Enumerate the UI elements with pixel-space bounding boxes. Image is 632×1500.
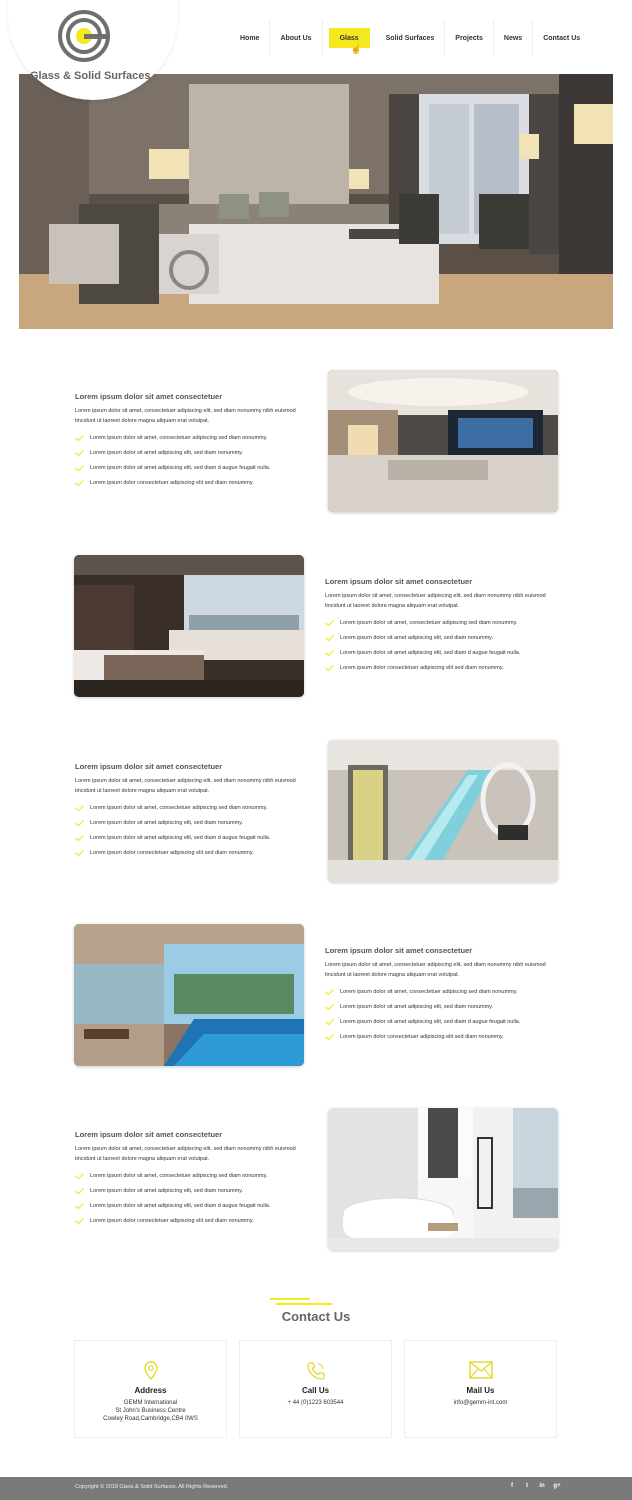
- feature-bullet-text: Lorem ipsum dolor sit amet adipiscing elit, sed diam nonummy.: [90, 819, 244, 826]
- feature-bullet: [325, 1029, 565, 1044]
- contact-card-title: Address: [134, 1386, 167, 1395]
- nav-projects[interactable]: Projects: [445, 20, 494, 56]
- feature-bullet-text: Lorem ipsum dolor sit amet adipiscing elit, sed diam nonummy.: [340, 1003, 494, 1010]
- nav-solid-surfaces[interactable]: Solid Surfaces: [376, 20, 446, 56]
- feature-bullet: [75, 445, 315, 460]
- feature-title: Lorem ipsum dolor sit amet consectetuer: [75, 392, 223, 401]
- feature-bullet: [75, 845, 315, 860]
- contact-accent-line: [270, 1298, 310, 1300]
- check-icon: [325, 1004, 334, 1010]
- check-icon: [75, 1218, 84, 1224]
- address-line: GEMM International: [123, 1400, 178, 1406]
- feature-bullet-text: Lorem ipsum dolor sit amet adipiscing elit, sed diam nonummy.: [340, 634, 494, 641]
- feature-section-5: [74, 1108, 558, 1250]
- feature-bullet: [325, 615, 565, 630]
- feature-bullet-text: Lorem ipsum dolor consectetuer adipiscing elit sed diam nonummy.: [340, 664, 504, 671]
- feature-bullet: [325, 999, 565, 1014]
- feature-bullet: [75, 800, 315, 815]
- feature-bullet: [75, 1168, 315, 1183]
- logo-mark-icon: [58, 10, 110, 62]
- feature-bullet-text: Lorem ipsum dolor consectetuer adipiscing elit sed diam nonummy.: [340, 1033, 504, 1040]
- feature-bullet: [75, 830, 315, 845]
- feature-bullet-text: Lorem ipsum dolor sit amet adipiscing elit, sed diam d augue feugait nulla.: [90, 1202, 271, 1209]
- feature-bullet-text: Lorem ipsum dolor sit amet adipiscing elit, sed diam d augue feugait nulla.: [340, 649, 521, 656]
- feature-paragraph: Lorem ipsum dolor sit amet, consectetuer adipiscing elit, sed diam nonummy nibh euismod tincidunt ut laoreet dolore magna aliquam erat volutpat.: [325, 593, 546, 609]
- feature-text: [75, 762, 315, 860]
- contact-card-mail: [404, 1340, 557, 1438]
- feature-bullet: [325, 660, 565, 675]
- check-icon: [75, 805, 84, 811]
- feature-bullet: [75, 430, 315, 445]
- address-lines: [75, 1399, 226, 1423]
- feature-section-3: [74, 740, 558, 882]
- location-pin-icon: [75, 1361, 226, 1381]
- contact-title: Contact Us: [281, 1309, 351, 1324]
- nav-contact-us[interactable]: Contact Us: [543, 34, 581, 42]
- envelope-icon: [405, 1361, 556, 1381]
- feature-paragraph: Lorem ipsum dolor sit amet, consectetuer adipiscing elit, sed diam nonummy nibh euismod tincidunt ut laoreet dolore magna aliquam erat volutpat.: [75, 1146, 296, 1162]
- contact-card-call: [239, 1340, 392, 1438]
- linkedin-icon[interactable]: in: [539, 1483, 545, 1489]
- feature-paragraph: Lorem ipsum dolor sit amet, consectetuer adipiscing elit, sed diam nonummy nibh euismod tincidunt ut laoreet dolore magna aliquam erat volutpat.: [325, 962, 546, 978]
- feature-bullet-text: Lorem ipsum dolor sit amet, consectetuer adipiscing sed diam nonummy.: [90, 804, 268, 811]
- phone-number[interactable]: + 44 (0)1223 603544: [287, 1400, 344, 1406]
- contact-accent-line: [276, 1303, 332, 1305]
- check-icon: [325, 620, 334, 626]
- feature-bullet: [325, 984, 565, 999]
- brand-name: Glass & Solid Surfaces: [30, 70, 151, 82]
- feature-bullet-text: Lorem ipsum dolor sit amet, consectetuer adipiscing sed diam nonummy.: [340, 619, 518, 626]
- google-plus-icon[interactable]: g+: [553, 1483, 561, 1489]
- contact-card-title: Call Us: [301, 1386, 330, 1395]
- feature-bullet-text: Lorem ipsum dolor sit amet, consectetuer adipiscing sed diam nonummy.: [90, 434, 268, 441]
- feature-bullet-text: Lorem ipsum dolor sit amet, consectetuer adipiscing sed diam nonummy.: [340, 988, 518, 995]
- feature-title: Lorem ipsum dolor sit amet consectetuer: [325, 577, 473, 586]
- feature-bullet: [325, 1014, 565, 1029]
- feature-bullet-text: Lorem ipsum dolor consectetuer adipiscing elit sed diam nonummy.: [90, 1217, 254, 1224]
- feature-section-4: [74, 924, 558, 1066]
- site-header: [0, 0, 632, 82]
- feature-bullet: [325, 645, 565, 660]
- feature-text: [325, 946, 565, 1044]
- check-icon: [75, 1203, 84, 1209]
- check-icon: [325, 1019, 334, 1025]
- glass-staircase-image: [328, 740, 558, 882]
- mail-lines: [405, 1399, 556, 1407]
- feature-bullet: [325, 630, 565, 645]
- lobby-image: [328, 370, 558, 512]
- feature-bullet: [75, 1198, 315, 1213]
- contact-card-address: [74, 1340, 227, 1438]
- feature-bullet: [75, 1213, 315, 1228]
- feature-bullet-text: Lorem ipsum dolor sit amet adipiscing elit, sed diam d augue feugait nulla.: [340, 1018, 521, 1025]
- nav-glass[interactable]: [329, 28, 370, 54]
- check-icon: [75, 835, 84, 841]
- main-nav: [230, 20, 590, 56]
- check-icon: [75, 820, 84, 826]
- address-line: St John's Business Centre: [115, 1408, 186, 1414]
- feature-paragraph: Lorem ipsum dolor sit amet, consectetuer adipiscing elit, sed diam nonummy nibh euismod tincidunt ut laoreet dolore magna aliquam erat volutpat.: [75, 408, 296, 424]
- site-footer: [0, 1477, 632, 1500]
- facebook-icon[interactable]: f: [511, 1483, 513, 1489]
- bedroom-view-image: [74, 555, 304, 697]
- feature-title: Lorem ipsum dolor sit amet consectetuer: [75, 1130, 223, 1139]
- bathroom-image: [328, 1108, 558, 1250]
- nav-glass-label: Glass: [339, 34, 359, 42]
- check-icon: [325, 665, 334, 671]
- feature-paragraph: Lorem ipsum dolor sit amet, consectetuer adipiscing elit, sed diam nonummy nibh euismod tincidunt ut laoreet dolore magna aliquam erat volutpat.: [75, 778, 296, 794]
- address-line: Cowley Road,Cambridge,CB4 0WS: [103, 1416, 198, 1422]
- feature-bullet-text: Lorem ipsum dolor consectetuer adipiscing elit sed diam nonummy.: [90, 479, 254, 486]
- nav-home[interactable]: Home: [230, 20, 270, 56]
- phone-icon: [240, 1361, 391, 1381]
- pool-image: [74, 924, 304, 1066]
- feature-text: [75, 392, 315, 490]
- check-icon: [325, 650, 334, 656]
- feature-bullet-text: Lorem ipsum dolor sit amet adipiscing elit, sed diam nonummy.: [90, 449, 244, 456]
- check-icon: [75, 1188, 84, 1194]
- copyright-text: Copyright © 2018 Glass & Solid Surfaces. All Rights Reserved.: [75, 1484, 229, 1490]
- email-address[interactable]: info@gemm-int.com: [453, 1400, 508, 1406]
- feature-bullet-text: Lorem ipsum dolor consectetuer adipiscing elit sed diam nonummy.: [90, 849, 254, 856]
- contact-card-title: Mail Us: [466, 1386, 495, 1395]
- feature-bullet: [75, 460, 315, 475]
- feature-bullet-text: Lorem ipsum dolor sit amet adipiscing elit, sed diam nonummy.: [90, 1187, 244, 1194]
- check-icon: [75, 435, 84, 441]
- feature-bullet-text: Lorem ipsum dolor sit amet, consectetuer adipiscing sed diam nonummy.: [90, 1172, 268, 1179]
- nav-about-us[interactable]: About Us: [270, 20, 322, 56]
- feature-text: [325, 577, 565, 675]
- feature-bullet: [75, 1183, 315, 1198]
- feature-section-2: [74, 555, 558, 697]
- feature-text: [75, 1130, 315, 1228]
- phone-lines: [240, 1399, 391, 1407]
- check-icon: [75, 480, 84, 486]
- check-icon: [75, 1173, 84, 1179]
- feature-title: Lorem ipsum dolor sit amet consectetuer: [325, 946, 473, 955]
- feature-bullet-text: Lorem ipsum dolor sit amet adipiscing elit, sed diam d augue feugait nulla.: [90, 834, 271, 841]
- check-icon: [75, 450, 84, 456]
- feature-bullet: [75, 475, 315, 490]
- check-icon: [325, 635, 334, 641]
- twitter-icon[interactable]: t: [526, 1483, 528, 1489]
- hand-cursor-icon: ☝: [350, 44, 362, 54]
- social-links: [508, 1483, 561, 1489]
- check-icon: [325, 989, 334, 995]
- feature-title: Lorem ipsum dolor sit amet consectetuer: [75, 762, 223, 771]
- hero-bedroom-image: [19, 74, 613, 329]
- feature-bullet: [75, 815, 315, 830]
- check-icon: [325, 1034, 334, 1040]
- check-icon: [75, 850, 84, 856]
- feature-bullet-text: Lorem ipsum dolor sit amet adipiscing elit, sed diam d augue feugait nulla.: [90, 464, 271, 471]
- check-icon: [75, 465, 84, 471]
- nav-news[interactable]: News: [494, 20, 533, 56]
- feature-section-1: [74, 370, 558, 512]
